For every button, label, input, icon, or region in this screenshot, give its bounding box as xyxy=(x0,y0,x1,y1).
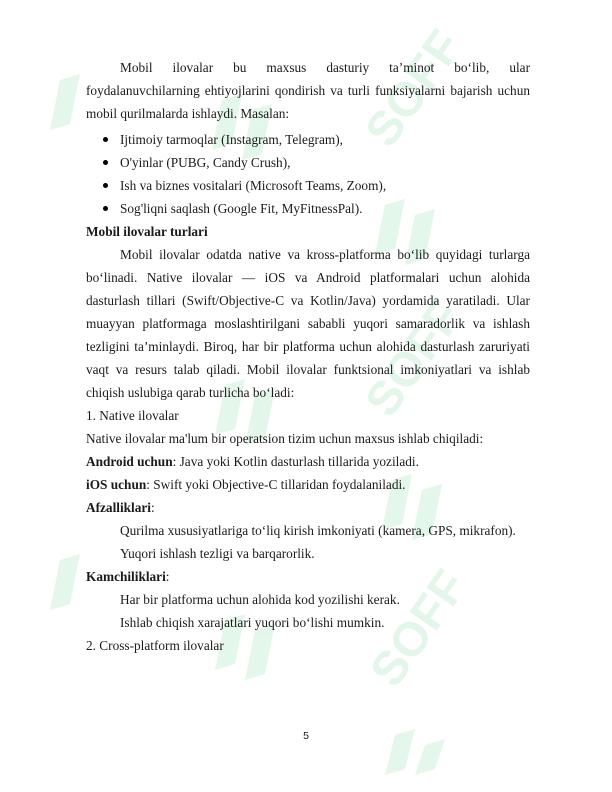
bullet-icon xyxy=(103,206,108,211)
bullet-icon xyxy=(103,137,108,142)
native-description: Native ilovalar ma'lum bir operatsion tizim uchun maxsus ishlab chiqiladi: xyxy=(86,431,484,446)
ios-label: iOS uchun xyxy=(86,477,147,492)
section-heading: Mobil ilovalar turlari xyxy=(86,224,208,239)
advantage-item: Qurilma xususiyatlariga to‘liq kirish imkoniyati (kamera, GPS, mikrafon). xyxy=(120,523,516,538)
android-text: : Java yoki Kotlin dasturlash tillarida yoziladi. xyxy=(172,454,419,469)
examples-list xyxy=(86,128,530,220)
disadvantage-item: Har bir platforma uchun alohida kod yozilishi kerak. xyxy=(120,592,400,607)
ios-line xyxy=(86,473,530,496)
watermark-text: SOFF xyxy=(355,291,473,427)
types-paragraph: Mobil ilovalar odatda native va kross-platforma bo‘lib quyidagi turlarga bo‘linadi. Native ilovalar — iOS va Android platformalari uchun alohida dasturlash tillari (Swift/Objective-C va Kotlin/Java) yordamida yaratiladi. Ular muayyan platformaga moslashtirilgani sababli yuqori samaradorlik va ishlash tezligini ta’minlaydi. Biroq, har bir platforma uchun alohida dasturlash zaruriyati vaqt va resurs talab qiladi. Mobil ilovalar funktsional imkoniyatlari va ishlab chiqish uslubiga qarab turlicha bo‘ladi: xyxy=(86,247,530,400)
advantage-item: Yuqori ishlash tezligi va barqarorlik. xyxy=(120,546,315,561)
watermark-text: SOFF xyxy=(360,561,478,697)
document-page xyxy=(86,56,530,657)
bullet-icon xyxy=(103,183,108,188)
advantages-heading: Afzalliklari: xyxy=(86,500,155,515)
intro-paragraph: Mobil ilovalar bu maxsus dasturiy ta’minot bo‘lib, ular foydalanuvchilarning ehtiyojlarini qondirish va turli funksiyalarni bajarish uchun mobil qurilmalarda ishlaydi. Masalan: xyxy=(86,60,530,121)
watermark-text: SOFF xyxy=(355,21,473,157)
page-number: 5 xyxy=(303,730,309,742)
list-item: O'yinlar (PUBG, Candy Crush), xyxy=(103,151,530,174)
list-item: Ish va biznes vositalari (Microsoft Teams, Zoom), xyxy=(103,174,530,197)
native-title: 1. Native ilovalar xyxy=(86,408,179,423)
cross-platform-title: 2. Cross-platform ilovalar xyxy=(86,638,224,653)
disadvantage-item: Ishlab chiqish xarajatlari yuqori bo‘lishi mumkin. xyxy=(120,615,385,630)
bullet-icon xyxy=(103,160,108,165)
ios-text: : Swift yoki Objective-C tillaridan foydalaniladi. xyxy=(146,477,406,492)
android-label: Android uchun xyxy=(86,454,173,469)
list-item: Sog'liqni saqlash (Google Fit, MyFitnessPal). xyxy=(103,197,530,220)
disadvantages-heading: Kamchiliklari: xyxy=(86,569,170,584)
list-item: Ijtimoiy tarmoqlar (Instagram, Telegram), xyxy=(103,128,530,151)
android-line xyxy=(86,450,530,473)
